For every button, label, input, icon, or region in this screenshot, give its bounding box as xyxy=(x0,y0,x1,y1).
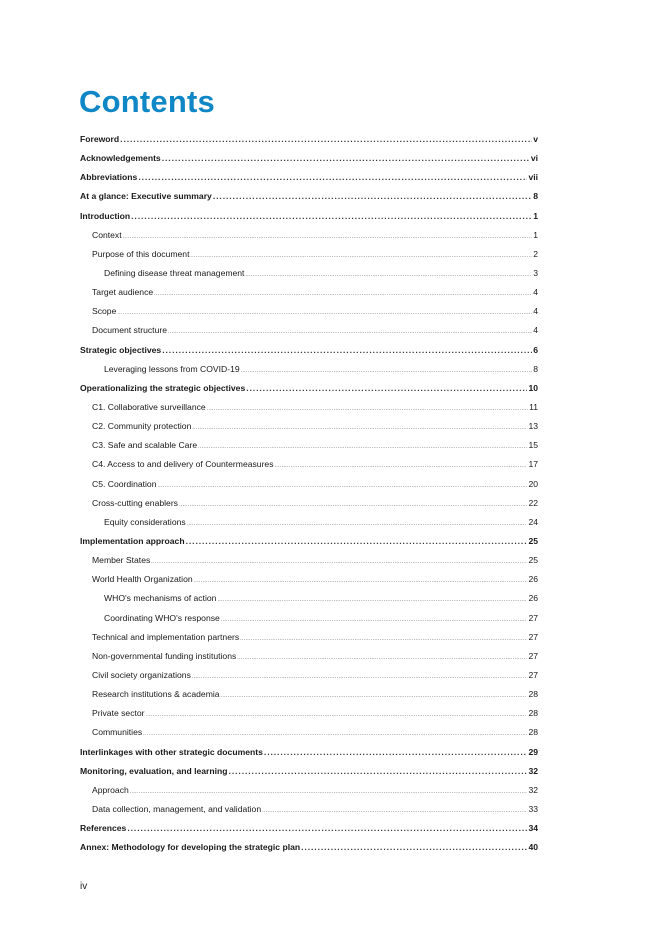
toc-entry-page: 26 xyxy=(528,593,538,604)
toc-entry-page: 11 xyxy=(529,401,538,412)
toc-entry-label: Purpose of this document xyxy=(92,248,190,259)
toc-entry-c4[interactable] xyxy=(80,455,538,474)
toc-entry-cross-cutting[interactable] xyxy=(80,494,538,513)
toc-entry-page: 4 xyxy=(533,325,538,336)
toc-entry-page: 20 xyxy=(528,478,538,489)
toc-entry-page: 27 xyxy=(528,669,538,680)
toc-entry-abbreviations[interactable] xyxy=(80,168,538,187)
dot-leader xyxy=(246,379,527,398)
toc-entry-label: Equity considerations xyxy=(104,516,186,527)
toc-entry-c3[interactable] xyxy=(80,436,538,455)
dot-leader xyxy=(264,743,528,762)
toc-entry-page: 34 xyxy=(528,823,538,834)
toc-entry-page: 2 xyxy=(533,248,538,259)
toc-entry-interlinkages[interactable] xyxy=(80,743,538,762)
toc-entry-page: 27 xyxy=(528,650,538,661)
toc-entry-label: Technical and implementation partners xyxy=(92,631,240,642)
dot-leader xyxy=(221,687,528,706)
table-of-contents xyxy=(80,130,538,857)
toc-entry-label: Implementation approach xyxy=(80,535,185,546)
toc-entry-page: 40 xyxy=(528,842,538,853)
toc-entry-defining-disease-threat[interactable] xyxy=(80,264,538,283)
dot-leader xyxy=(194,572,528,591)
toc-entry-executive-summary[interactable] xyxy=(80,187,538,206)
toc-entry-page: 26 xyxy=(528,574,538,585)
dot-leader xyxy=(192,668,528,687)
toc-entry-page: 1 xyxy=(533,229,538,240)
toc-entry-label: Communities xyxy=(92,727,143,738)
dot-leader xyxy=(179,496,527,515)
dot-leader xyxy=(237,649,527,668)
dot-leader xyxy=(127,819,527,838)
toc-entry-who[interactable] xyxy=(80,570,538,589)
toc-entry-label: C5. Coordination xyxy=(92,478,157,489)
dot-leader xyxy=(245,266,532,285)
toc-entry-ngo-funding[interactable] xyxy=(80,647,538,666)
dot-leader xyxy=(117,304,532,323)
toc-entry-introduction[interactable] xyxy=(80,207,538,226)
toc-entry-page: 33 xyxy=(528,803,538,814)
dot-leader xyxy=(207,400,528,419)
toc-entry-private-sector[interactable] xyxy=(80,704,538,723)
toc-entry-page: 3 xyxy=(533,267,538,278)
dot-leader xyxy=(154,285,532,304)
dot-leader xyxy=(158,477,528,496)
toc-entry-label: Operationalizing the strategic objectives xyxy=(80,382,246,393)
toc-entry-label: Abbreviations xyxy=(80,172,138,183)
toc-entry-target-audience[interactable] xyxy=(80,283,538,302)
toc-entry-member-states[interactable] xyxy=(80,551,538,570)
toc-entry-label: Cross-cutting enablers xyxy=(92,497,178,508)
toc-entry-label: C1. Collaborative surveillance xyxy=(92,401,206,412)
toc-entry-page: 8 xyxy=(533,191,538,202)
toc-entry-communities[interactable] xyxy=(80,723,538,742)
toc-entry-label: Introduction xyxy=(80,210,131,221)
toc-entry-label: Annex: Methodology for developing the strategic plan xyxy=(80,842,301,853)
toc-entry-who-mechanisms[interactable] xyxy=(80,589,538,608)
toc-entry-scope[interactable] xyxy=(80,302,538,321)
dot-leader xyxy=(275,457,528,476)
toc-entry-page: 24 xyxy=(528,516,538,527)
toc-entry-page: 17 xyxy=(528,459,538,470)
dot-leader xyxy=(162,341,532,360)
dot-leader xyxy=(217,591,527,610)
dot-leader xyxy=(229,762,528,781)
toc-entry-label: Interlinkages with other strategic documents xyxy=(80,746,263,757)
page-number: iv xyxy=(80,881,88,892)
toc-entry-label: Scope xyxy=(92,306,117,317)
toc-entry-c5[interactable] xyxy=(80,475,538,494)
dot-leader xyxy=(138,168,527,187)
toc-entry-page: 13 xyxy=(528,421,538,432)
toc-entry-page: 25 xyxy=(528,555,538,566)
toc-entry-page: 4 xyxy=(533,306,538,317)
toc-entry-page: vi xyxy=(530,153,538,164)
toc-entry-label: Research institutions & academia xyxy=(92,689,220,700)
toc-entry-label: Member States xyxy=(92,555,151,566)
toc-entry-document-structure[interactable] xyxy=(80,321,538,340)
toc-entry-purpose[interactable] xyxy=(80,245,538,264)
toc-entry-lessons-covid[interactable] xyxy=(80,360,538,379)
toc-entry-label: Document structure xyxy=(92,325,167,336)
dot-leader xyxy=(146,706,528,725)
dot-leader xyxy=(213,187,532,206)
toc-entry-equity[interactable] xyxy=(80,513,538,532)
toc-entry-technical-partners[interactable] xyxy=(80,628,538,647)
toc-entry-who-response[interactable] xyxy=(80,609,538,628)
toc-entry-research[interactable] xyxy=(80,685,538,704)
toc-entry-page: 32 xyxy=(528,784,538,795)
dot-leader xyxy=(120,130,532,149)
toc-entry-c2[interactable] xyxy=(80,417,538,436)
toc-entry-page: 4 xyxy=(533,287,538,298)
toc-entry-page: 1 xyxy=(533,210,538,221)
toc-entry-label: C4. Access to and delivery of Countermeasures xyxy=(92,459,274,470)
toc-entry-label: At a glance: Executive summary xyxy=(80,191,212,202)
toc-entry-label: References xyxy=(80,823,127,834)
toc-entry-label: Foreword xyxy=(80,134,120,144)
dot-leader xyxy=(162,149,530,168)
toc-entry-civil-society[interactable] xyxy=(80,666,538,685)
toc-entry-label: Civil society organizations xyxy=(92,669,191,680)
toc-entry-page: 10 xyxy=(528,382,538,393)
toc-entry-page: 22 xyxy=(528,497,538,508)
toc-entry-page: 15 xyxy=(528,440,538,451)
toc-entry-page: 28 xyxy=(528,727,538,738)
toc-entry-references[interactable] xyxy=(80,819,538,838)
toc-entry-page: 32 xyxy=(528,765,538,776)
toc-entry-label: Context xyxy=(92,229,122,240)
toc-entry-operationalizing[interactable] xyxy=(80,379,538,398)
toc-entry-label: Data collection, management, and validation xyxy=(92,803,262,814)
toc-entry-page: vii xyxy=(528,172,538,183)
toc-entry-page: 25 xyxy=(528,535,538,546)
toc-entry-label: Strategic objectives xyxy=(80,344,162,355)
toc-entry-page: 27 xyxy=(528,612,538,623)
toc-entry-label: Target audience xyxy=(92,287,154,298)
toc-entry-c1[interactable] xyxy=(80,398,538,417)
dot-leader xyxy=(192,419,527,438)
dot-leader xyxy=(240,630,527,649)
toc-entry-label: WHO's mechanisms of action xyxy=(104,593,217,604)
dot-leader xyxy=(151,553,527,572)
toc-entry-label: Leveraging lessons from COVID-19 xyxy=(104,363,240,374)
toc-entry-page: v xyxy=(533,134,538,144)
toc-entry-page: 28 xyxy=(528,689,538,700)
toc-entry-label: Non-governmental funding institutions xyxy=(92,650,237,661)
toc-entry-page: 28 xyxy=(528,708,538,719)
toc-entry-label: Acknowledgements xyxy=(80,153,161,164)
toc-entry-acknowledgements[interactable] xyxy=(80,149,538,168)
toc-entry-label: World Health Organization xyxy=(92,574,193,585)
toc-entry-page: 8 xyxy=(533,363,538,374)
page-title: Contents xyxy=(79,84,215,119)
toc-entry-label: Defining disease threat management xyxy=(104,267,245,278)
toc-entry-page: 29 xyxy=(528,746,538,757)
dot-leader xyxy=(221,611,528,630)
toc-entry-label: Coordinating WHO's response xyxy=(104,612,220,623)
toc-entry-page: 27 xyxy=(528,631,538,642)
toc-entry-context[interactable] xyxy=(80,226,538,245)
toc-entry-data-collection[interactable] xyxy=(80,800,538,819)
toc-entry-implementation[interactable] xyxy=(80,532,538,551)
toc-entry-page: 6 xyxy=(533,344,538,355)
toc-entry-strategic-objectives[interactable] xyxy=(80,341,538,360)
toc-entry-label: C2. Community protection xyxy=(92,421,192,432)
toc-entry-monitoring[interactable] xyxy=(80,762,538,781)
toc-entry-label: C3. Safe and scalable Care xyxy=(92,440,198,451)
toc-entry-label: Approach xyxy=(92,784,129,795)
dot-leader xyxy=(186,532,528,551)
toc-entry-approach[interactable] xyxy=(80,781,538,800)
dot-leader xyxy=(131,207,532,226)
toc-entry-label: Private sector xyxy=(92,708,145,719)
dot-leader xyxy=(301,838,527,857)
toc-entry-label: Monitoring, evaluation, and learning xyxy=(80,765,228,776)
toc-entry-foreword[interactable] xyxy=(80,130,538,149)
toc-entry-annex[interactable] xyxy=(80,838,538,857)
